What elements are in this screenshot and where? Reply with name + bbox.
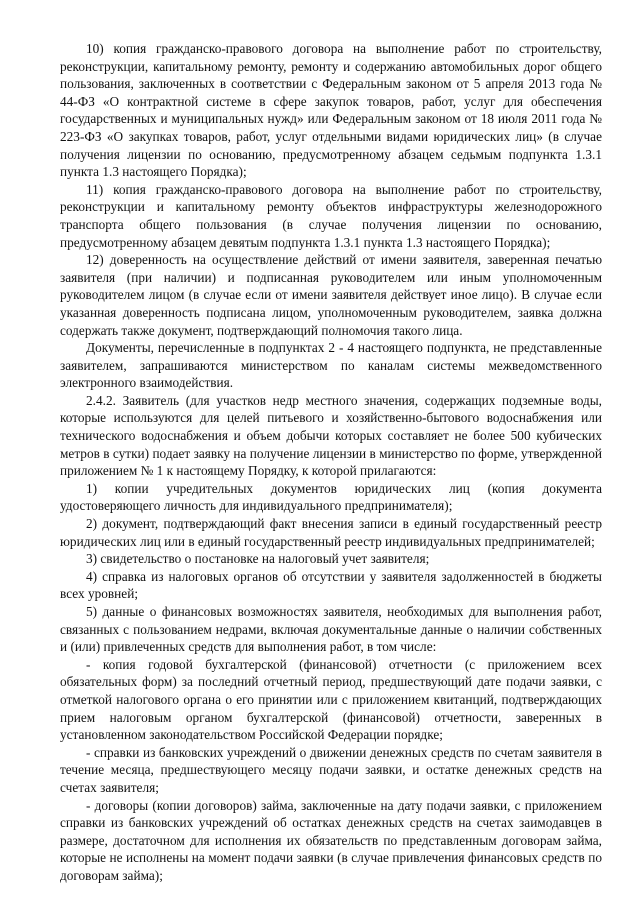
paragraph-bullet-bank-statements: - справки из банковских учреждений о движении денежных средств по счетам заявителя в течение месяца, предшествующего месяцу подачи заявки, и остатке денежных средств на счетах заявителя; bbox=[60, 744, 602, 795]
paragraph-item-11: 11) копия гражданско-правового договора на выполнение работ по строительству, реконструкции и капитальному ремонту объектов инфраструктуры железнодорожного транспорта общего пользования (в случае получения лицензии по основанию, предусмотренному абзацем девятым подпункта 1.3.1 пункта 1.3 настоящего Порядка); bbox=[60, 181, 602, 250]
paragraph-item-5: 5) данные о финансовых возможностях заявителя, необходимых для выполнения работ, связанных с пользованием недрами, включая документальные данные о наличии собственных и (или) привлеченных средств для выполнения работ, в том числе: bbox=[60, 604, 602, 655]
paragraph-item-1: 1) копии учредительных документов юридических лиц (копия документа удостоверяющего личность для индивидуального предпринимателя); bbox=[60, 480, 602, 514]
paragraph-item-4: 4) справка из налоговых органов об отсутствии у заявителя задолженностей в бюджеты всех уровней; bbox=[60, 568, 602, 602]
paragraph-bullet-loan-agreements: - договоры (копии договоров) займа, заключенные на дату подачи заявки, с приложением справки из банковских учреждений об остатках денежных средств на счетах заимодавцев в размере, достаточном для исполнения их обязательств по представленным договорам займа, которые не исполнены на момент подачи заявки (в случае привлечения финансовых средств по договорам займа); bbox=[60, 797, 602, 883]
paragraph-bullet-accounting: - копия годовой бухгалтерской (финансовой) отчетности (с приложением всех обязательных форм) за последний отчетный период, предшествующий дате подачи заявки, с отметкой налогового органа о его принятии или с приложением квитанций, подтверждающих прием налоговым органом бухгалтерской (финансовой) отчетности, заверенных в установленном законодательством Российской Федерации порядке; bbox=[60, 656, 602, 743]
paragraph-documents-note: Документы, перечисленные в подпунктах 2 - 4 настоящего подпункта, не представленные заявителем, запрашиваются министерством по каналам системы межведомственного электронного взаимодействия. bbox=[60, 340, 602, 391]
paragraph-item-10: 10) копия гражданско-правового договора на выполнение работ по строительству, реконструкции, капитальному ремонту, ремонту и содержанию автомобильных дорог общего пользования, заключенных в соответствии с Федеральным законом от 5 апреля 2013 года № 44-ФЗ «О контрактной системе в сфере закупок товаров, работ, услуг для обеспечения государственных и муниципальных нужд» или Федеральным законом от 18 июля 2011 года № 223-ФЗ «О закупках товаров, работ, услуг отдельными видами юридических лиц» (в случае получения лицензии по основанию, предусмотренному абзацем седьмым подпункта 1.3.1 пункта 1.3 настоящего Порядка); bbox=[60, 41, 602, 180]
paragraph-section-2-4-2: 2.4.2. Заявитель (для участков недр местного значения, содержащих подземные воды, которые используются для целей питьевого и хозяйственно-бытового водоснабжения или технического водоснабжения и объем добычи которых составляет не более 500 кубических метров в сутки) подает заявку на получение лицензии в министерство по форме, утвержденной приложением № 1 к настоящему Порядку, к которой прилагаются: bbox=[60, 392, 602, 479]
paragraph-item-3: 3) свидетельство о постановке на налоговый учет заявителя; bbox=[86, 551, 430, 567]
paragraph-item-2: 2) документ, подтверждающий факт внесения записи в единый государственный реестр юридических лиц или в единый государственный реестр индивидуальных предпринимателей; bbox=[60, 516, 602, 549]
paragraph-item-12: 12) доверенность на осуществление действий от имени заявителя, заверенная печатью заявителя (при наличии) и подписанная руководителем или иным уполномоченным руководителем лицом (в случае если от имени заявителя действует иное лицо). В случае если указанная доверенность подписана лицом, уполномоченным руководителем, заявка должна содержать также документ, подтверждающий полномочия такого лица. bbox=[60, 252, 602, 338]
